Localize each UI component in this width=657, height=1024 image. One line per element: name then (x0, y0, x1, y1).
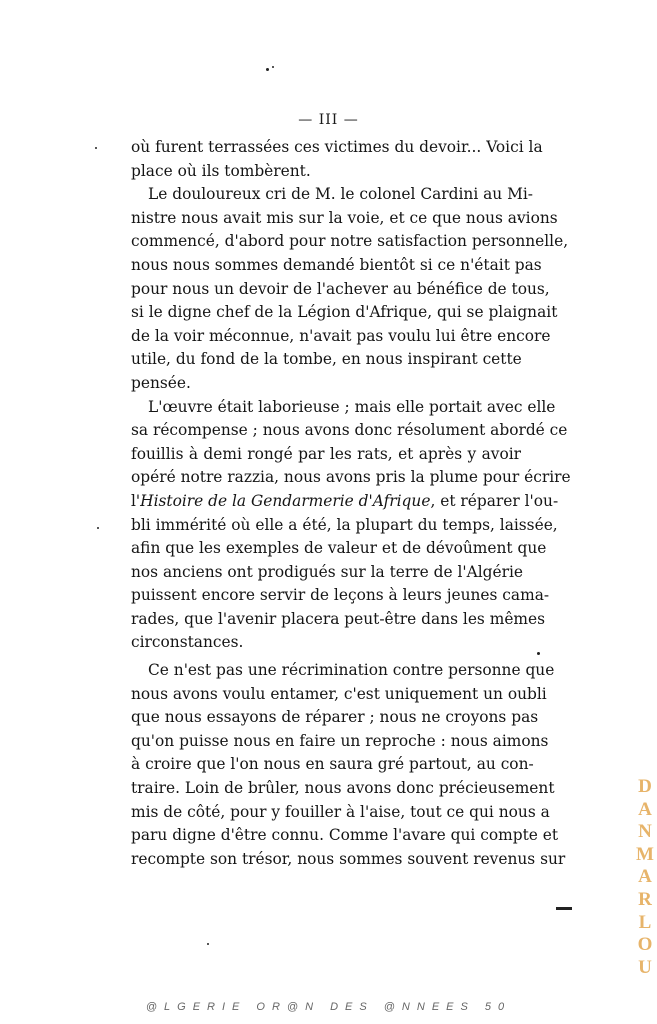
text-fragment: , et réparer l'ou- (430, 491, 559, 510)
ink-speck (207, 943, 209, 945)
text-line: fouillis à demi rongé par les rats, et après y avoir (131, 444, 521, 463)
text-line: bli immérité où elle a été, la plupart du temps, laissée, (131, 515, 558, 534)
text-line: nous nous sommes demandé bientôt si ce n'était pas (131, 255, 542, 274)
text-fragment: l' (131, 491, 141, 510)
text-line: commencé, d'abord pour notre satisfaction personnelle, (131, 232, 569, 251)
text-line: si le digne chef de la Légion d'Afrique, qui se plaignait (131, 303, 558, 322)
text-line: que nous essayons de réparer ; nous ne croyons pas (131, 708, 539, 727)
watermark-letter: O (637, 934, 653, 956)
text-line: opéré notre razzia, nous avons pris la plume pour écrire (131, 468, 571, 487)
ink-speck (97, 527, 99, 529)
text-line: nistre nous avait mis sur la voie, et ce que nous avions (131, 208, 558, 227)
text-line: paru digne d'être connu. Comme l'avare qui compte et (131, 826, 559, 845)
watermark-letter: A (638, 798, 652, 820)
ink-speck (266, 68, 269, 71)
watermark-letter: L (638, 911, 652, 933)
watermark-letter: R (638, 888, 652, 910)
text-line: Le douloureux cri de M. le colonel Cardini au Mi- (148, 185, 533, 204)
watermark-letter: D (638, 776, 652, 797)
ink-speck (272, 66, 274, 68)
text-line: circonstances. (131, 633, 244, 652)
text-line: L'œuvre était laborieuse ; mais elle portait avec elle (148, 397, 556, 416)
text-line: traire. Loin de brûler, nous avons donc précieusement (131, 779, 555, 798)
text-line: de la voir méconnue, n'avait pas voulu lui être encore (131, 326, 551, 345)
ink-speck (537, 652, 540, 655)
text-line (131, 490, 559, 514)
ink-dash-mark (556, 907, 572, 910)
text-line: place où ils tombèrent. (131, 161, 311, 180)
watermark-danmarlou (633, 776, 657, 979)
body-text (131, 136, 571, 871)
text-line: nos anciens ont prodigués sur la terre de l'Algérie (131, 562, 524, 581)
text-line: rades, que l'avenir placera peut-être dans les mêmes (131, 609, 546, 628)
watermark-letter: A (638, 866, 652, 888)
text-line: à croire que l'on nous en saura gré partout, au con- (131, 755, 534, 774)
text-line: nous avons voulu entamer, c'est uniquement un oubli (131, 684, 547, 703)
watermark-letter: U (638, 956, 652, 978)
footer-caption: @LGERIE OR@N DES @NNEES 50 (145, 1001, 512, 1013)
text-line: afin que les exemples de valeur et de dévoûment que (131, 539, 547, 558)
text-line: recompte son trésor, nous sommes souvent revenus sur (131, 849, 566, 868)
text-line: puissent encore servir de leçons à leurs jeunes cama- (131, 586, 550, 605)
watermark-letter: N (638, 821, 652, 843)
text-line: qu'on puisse nous en faire un reproche : nous aimons (131, 731, 549, 750)
text-line: pensée. (131, 373, 191, 392)
page-number: — III — (298, 112, 359, 128)
text-line: pour nous un devoir de l'achever au bénéfice de tous, (131, 279, 550, 298)
book-title-italic: Histoire de la Gendarmerie d'Afrique (140, 491, 431, 510)
text-line: sa récompense ; nous avons donc résolument abordé ce (131, 421, 568, 440)
text-line: Ce n'est pas une récrimination contre personne que (148, 661, 555, 680)
text-line: mis de côté, pour y fouiller à l'aise, tout ce qui nous a (131, 802, 550, 821)
ink-speck (95, 147, 97, 149)
text-line: utile, du fond de la tombe, en nous inspirant cette (131, 350, 522, 369)
text-line: où furent terrassées ces victimes du devoir... Voici la (131, 138, 543, 156)
watermark-letter: M (636, 843, 654, 865)
